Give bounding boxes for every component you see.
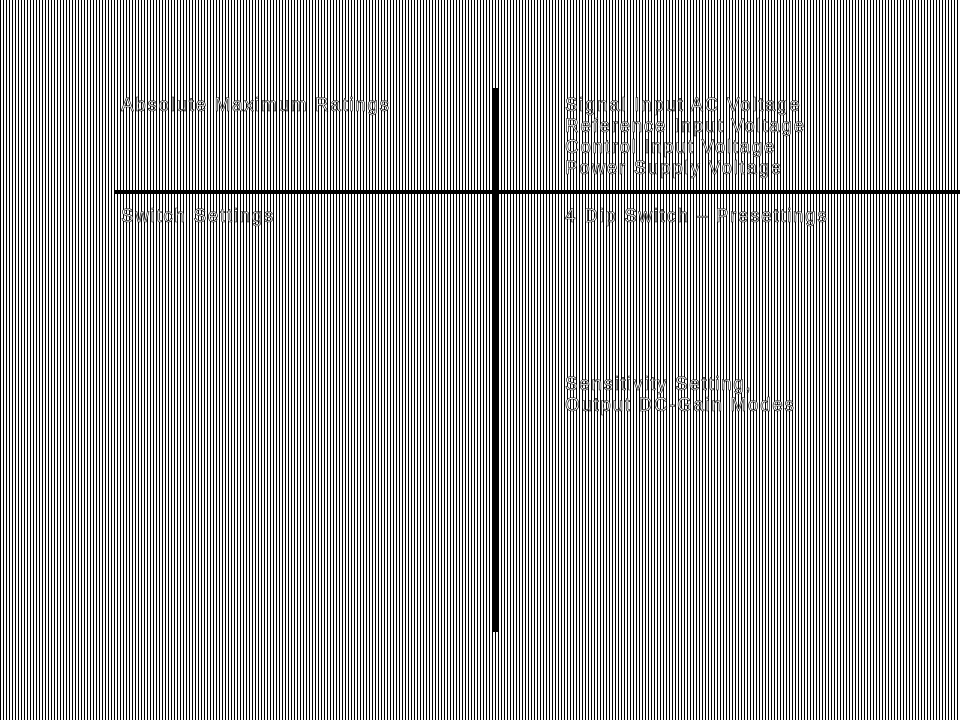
row-heading-switch-settings: Switch Settings [121, 206, 275, 227]
list-item: Signal Input AC Voltage [565, 95, 802, 116]
list-item: Sensitivity Setting, [565, 374, 753, 395]
row-heading-absolute-maximum-ratings: Absolute Maximum Ratings [121, 95, 391, 116]
switch-settings-list [565, 206, 828, 227]
list-item: Control Input Voltage [565, 137, 777, 158]
table-vertical-divider [493, 88, 499, 632]
list-item: Output DC-Gain Modes [565, 395, 796, 416]
list-item: 4 Dip Switch – Presettings [565, 206, 829, 227]
list-item: Power Supply Voltage [565, 158, 783, 179]
absolute-maximum-ratings-list [565, 95, 806, 179]
list-item: Reference Input Voltage [565, 116, 806, 137]
table-horizontal-divider [114, 190, 960, 194]
switch-settings-extra-list [565, 374, 796, 416]
